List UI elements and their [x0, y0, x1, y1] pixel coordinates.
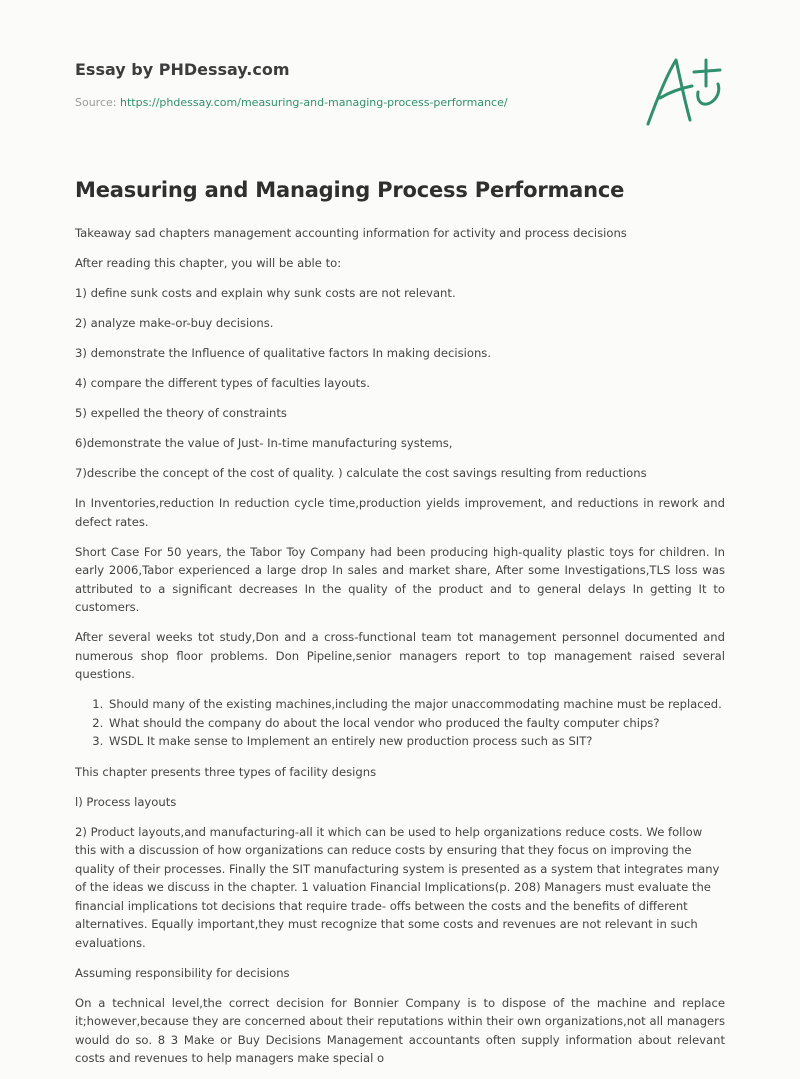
process-layouts-paragraph: l) Process layouts — [75, 794, 177, 809]
list-item: 3. WSDL It make sense to Implement an entirely new production process such as SIT? — [107, 732, 725, 751]
site-title: Essay by PHDessay.com — [75, 60, 290, 79]
after-reading-paragraph: After reading this chapter, you will be able to: — [75, 256, 342, 270]
intro-paragraph: Takeaway sad chapters management accounting information for activity and process decisions — [75, 226, 627, 240]
inventories-paragraph: In Inventories,reduction In reduction cycle time,production yields improvement, and reductions in rework and defect rates. — [75, 496, 725, 529]
short-case-paragraph: Short Case For 50 years, the Tabor Toy Company had been producing high-quality plastic toys for children. In early 2006,Tabor experienced a large drop In sales and market share, After some Investigations,TLS loss was attributed to a significant decreases In the quality of the product and to general delays In getting It to customers. — [75, 544, 725, 614]
objective-item: 6)demonstrate the value of Just- In-time manufacturing systems, — [75, 436, 453, 450]
objective-item: 2) analyze make-or-buy decisions. — [75, 316, 274, 330]
list-item: 2. What should the company do about the local vendor who produced the faulty computer chips? — [107, 714, 725, 733]
after-weeks-paragraph: After several weeks tot study,Don and a cross-functional team tot management personnel documented and numerous shop floor problems. Don Pipeline,senior managers report to top management raised several questions. — [75, 630, 725, 681]
list-item: 1. Should many of the existing machines,including the major unaccommodating machine must be replaced. — [107, 695, 725, 714]
objective-item: 4) compare the different types of faculties layouts. — [75, 376, 370, 390]
source-line — [75, 96, 725, 109]
product-layouts-paragraph: 2) Product layouts,and manufacturing-all it which can be used to help organizations reduce costs. We follow this with a discussion of how organizations can reduce costs by ensuring that they focus on improving the quality of their processes. Finally the SIT manufacturing system is presented as a system that integrates many of the ideas we discuss in the chapter. 1 valuation Financial Implications(p. 208) Managers must evaluate the financial implications tot decisions that require trade- offs between the costs and the benefits of different alternatives. Equally important,they must recognize that some costs and revenues are not relevant in such evaluations. — [75, 824, 720, 950]
page-title: Measuring and Managing Process Performance — [75, 178, 625, 202]
article — [75, 178, 725, 1079]
assuming-paragraph: Assuming responsibility for decisions — [75, 965, 290, 980]
chapter-presents-paragraph: This chapter presents three types of facility designs — [75, 764, 377, 779]
questions-list — [75, 695, 725, 751]
objective-item: 3) demonstrate the Influence of qualitative factors In making decisions. — [75, 346, 492, 360]
objective-item: 7)describe the concept of the cost of quality. ) calculate the cost savings resulting from reductions — [75, 466, 647, 480]
a-plus-logo-icon — [640, 52, 730, 132]
objective-item: 5) expelled the theory of constraints — [75, 406, 287, 420]
source-label: Source: — [75, 96, 120, 109]
source-link[interactable]: https://phdessay.com/measuring-and-managing-process-performance/ — [119, 96, 508, 109]
document-header — [75, 60, 725, 109]
objective-item: 1) define sunk costs and explain why sunk costs are not relevant. — [75, 286, 456, 300]
technical-paragraph: On a technical level,the correct decision for Bonnier Company is to dispose of the machine and replace it;however,because they are concerned about their reputations within their own organizations,not all managers would do so. 8 3 Make or Buy Decisions Management accountants often supply information about relevant costs and revenues to help managers make special o — [75, 995, 725, 1065]
